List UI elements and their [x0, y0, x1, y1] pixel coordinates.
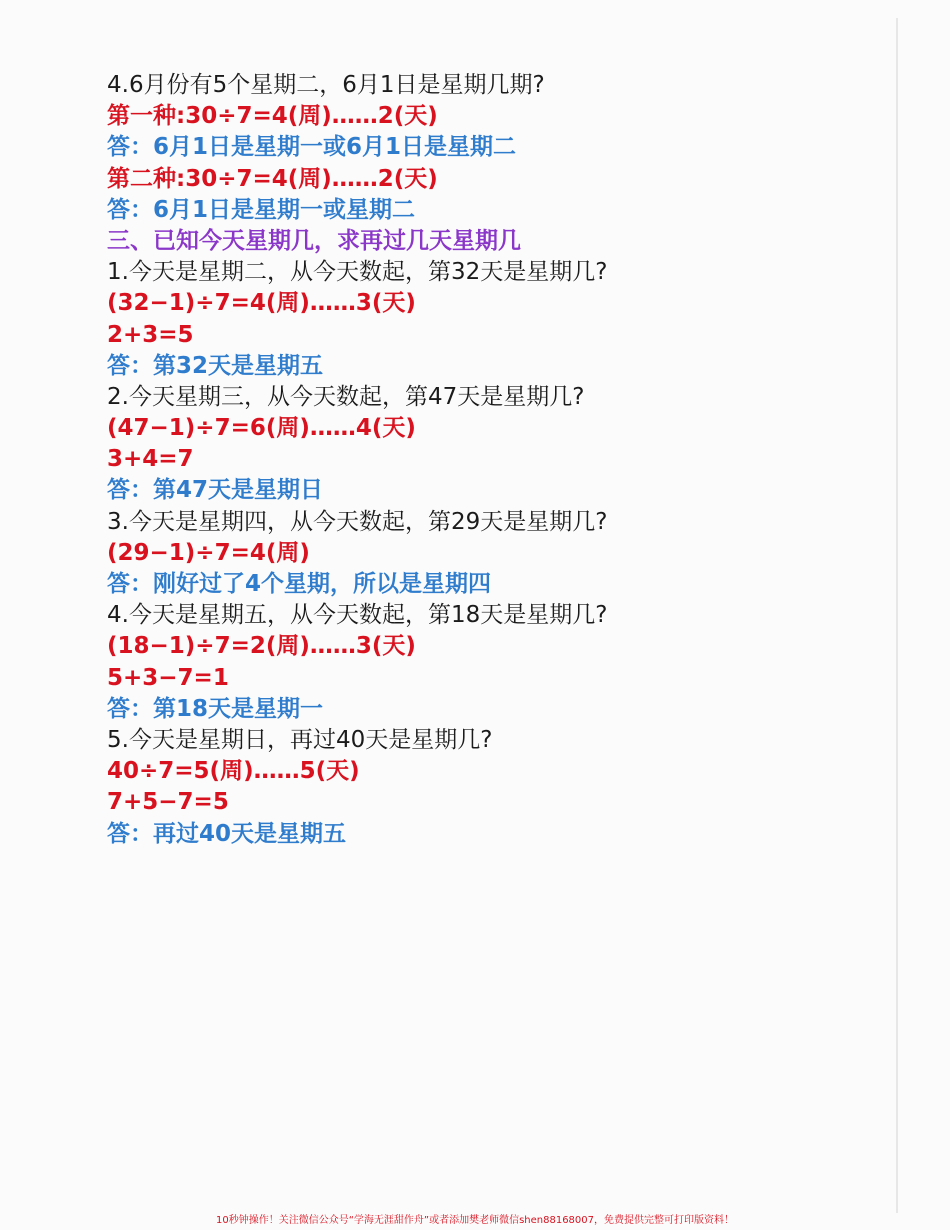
- footer-notice: 10秒钟操作！关注微信公众号“学海无涯甜作舟”或者添加樊老师微信shen88168007，免费提供完整可打印版资料！: [215, 1215, 735, 1226]
- text-line: 答：第18天是星期一: [107, 695, 324, 722]
- text-line: 2.今天星期三，从今天数起，第47天是星期几?: [107, 383, 585, 410]
- text-line: 答：第47天是星期日: [107, 477, 324, 504]
- text-line: 7+5−7=5: [107, 789, 229, 816]
- text-line: 5+3−7=1: [107, 664, 229, 691]
- text-line: 2+3=5: [107, 321, 194, 348]
- text-line: 4.6月份有5个星期二，6月1日是星期几期?: [107, 72, 545, 98]
- text-line: (32−1)÷7=4(周)……3(天): [107, 290, 416, 317]
- section-heading: 三、已知今天星期几，求再过几天星期几: [107, 227, 521, 254]
- text-line: 40÷7=5(周)……5(天): [107, 758, 360, 785]
- text-line: (47−1)÷7=6(周)……4(天): [107, 415, 416, 442]
- text-line: 答：再过40天是星期五: [107, 820, 347, 847]
- page-edge-divider: [896, 18, 898, 1213]
- text-line: 答：6月1日是星期一或6月1日是星期二: [107, 134, 517, 161]
- text-line: 答：刚好过了4个星期，所以是星期四: [107, 571, 492, 597]
- text-line: 1.今天是星期二，从今天数起，第32天是星期几?: [107, 259, 608, 286]
- text-line: 第二种:30÷7=4(周)……2(天): [107, 165, 438, 192]
- text-line: 答：6月1日是星期一或星期二: [107, 196, 416, 223]
- text-line: (18−1)÷7=2(周)……3(天): [107, 633, 416, 660]
- text-line: 第一种:30÷7=4(周)……2(天): [107, 103, 438, 130]
- text-line: 4.今天是星期五，从今天数起，第18天是星期几?: [107, 602, 608, 629]
- text-line: (29−1)÷7=4(周): [107, 539, 310, 566]
- text-line: 5.今天是星期日，再过40天是星期几?: [107, 726, 493, 753]
- worksheet-content: [107, 70, 867, 850]
- text-line: 3+4=7: [107, 446, 194, 473]
- text-line: 3.今天是星期四，从今天数起，第29天是星期几?: [107, 508, 608, 535]
- text-line: 答：第32天是星期五: [107, 352, 324, 379]
